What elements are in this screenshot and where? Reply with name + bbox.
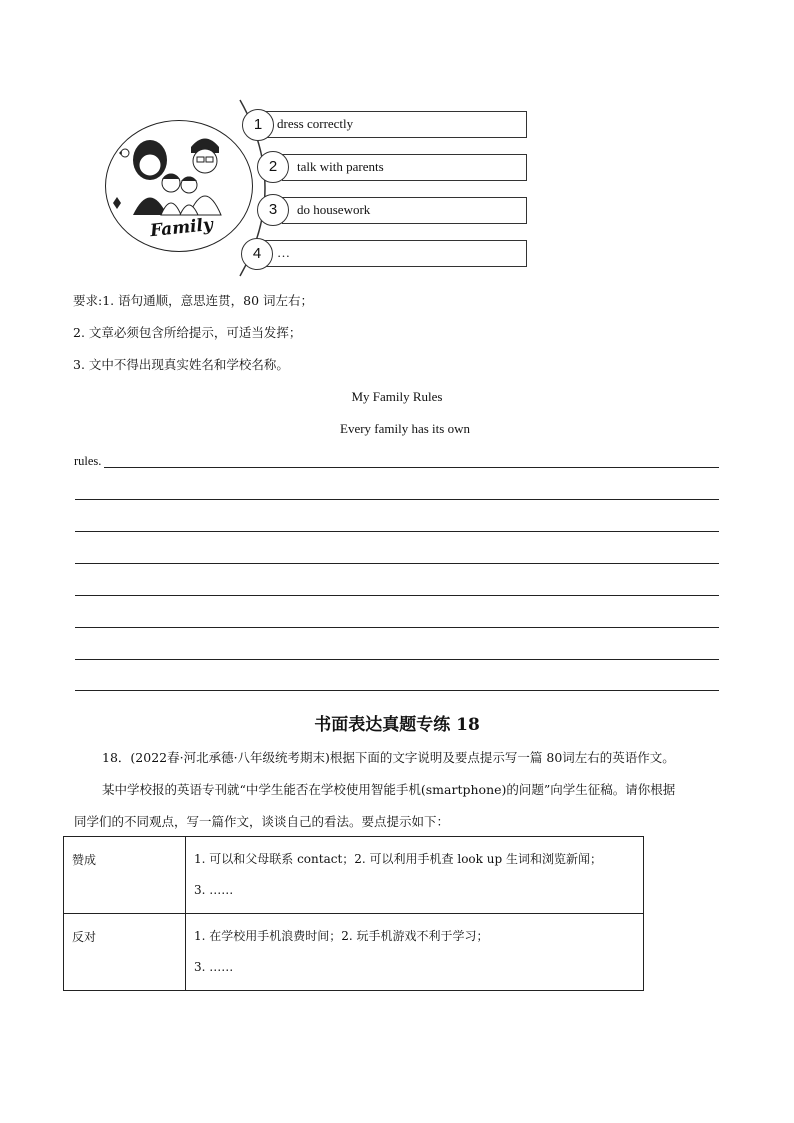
- rule-box-1: [262, 111, 527, 138]
- rule-text-4: …: [277, 245, 290, 260]
- essay-line-start: rules.: [74, 454, 102, 468]
- essay-opening: Every family has its own: [340, 421, 470, 436]
- requirement-3: 3. 文中不得出现真实姓名和学校名称。: [73, 357, 289, 372]
- rule-number-2: 2: [257, 151, 289, 183]
- writing-line: [75, 563, 719, 564]
- row-label-agree: 赞成: [64, 837, 186, 914]
- family-caption: Family: [149, 214, 214, 242]
- requirement-2: 2. 文章必须包含所给提示，可适当发挥；: [73, 325, 302, 340]
- opinions-table: [63, 836, 644, 991]
- rule-text-3: do housework: [297, 202, 371, 217]
- section-heading: 书面表达真题专练 18: [314, 715, 480, 735]
- writing-line: [75, 690, 719, 691]
- rule-number-3: 3: [257, 194, 289, 226]
- row-content-disagree: [186, 914, 644, 991]
- rule-text-2: talk with parents: [297, 159, 384, 174]
- writing-line: [75, 499, 719, 500]
- essay-title: My Family Rules: [351, 389, 443, 404]
- rule-number-1: 1: [242, 109, 274, 141]
- row-label-disagree: 反对: [64, 914, 186, 991]
- agree-point-line-1: 1. 可以和父母联系 contact；2. 可以利用手机查 look up 生词和浏览新闻；: [194, 852, 602, 866]
- rule-number-4: 4: [241, 238, 273, 270]
- disagree-point-line-1: 1. 在学校用手机浪费时间；2. 玩手机游戏不利于学习；: [194, 929, 489, 943]
- disagree-point-line-2: 3. ……: [194, 960, 234, 974]
- requirement-1: 要求:1. 语句通顺，意思连贯，80 词左右；: [73, 293, 313, 308]
- writing-line: [75, 659, 719, 660]
- rule-text-1: dress correctly: [277, 116, 354, 131]
- rule-box-3: [282, 197, 527, 224]
- rule-box-2: [282, 154, 527, 181]
- writing-line: [75, 627, 719, 628]
- question-text: 18．(2022春·河北承德·八年级统考期末)根据下面的文字说明及要点提示写一篇 80词左右的英语作文。: [102, 750, 675, 765]
- writing-line: [75, 595, 719, 596]
- writing-line: [75, 531, 719, 532]
- agree-point-line-2: 3. ……: [194, 883, 234, 897]
- table-row: [64, 837, 644, 914]
- writing-line: [104, 467, 719, 468]
- row-content-agree: [186, 837, 644, 914]
- description-line-1: 某中学校报的英语专刊就“中学生能否在学校使用智能手机(smartphone)的问题”向学生征稿。请你根据: [102, 782, 676, 797]
- rule-box-4: [262, 240, 527, 267]
- description-line-2: 同学们的不同观点，写一篇作文，谈谈自己的看法。要点提示如下：: [74, 814, 450, 829]
- table-row: [64, 914, 644, 991]
